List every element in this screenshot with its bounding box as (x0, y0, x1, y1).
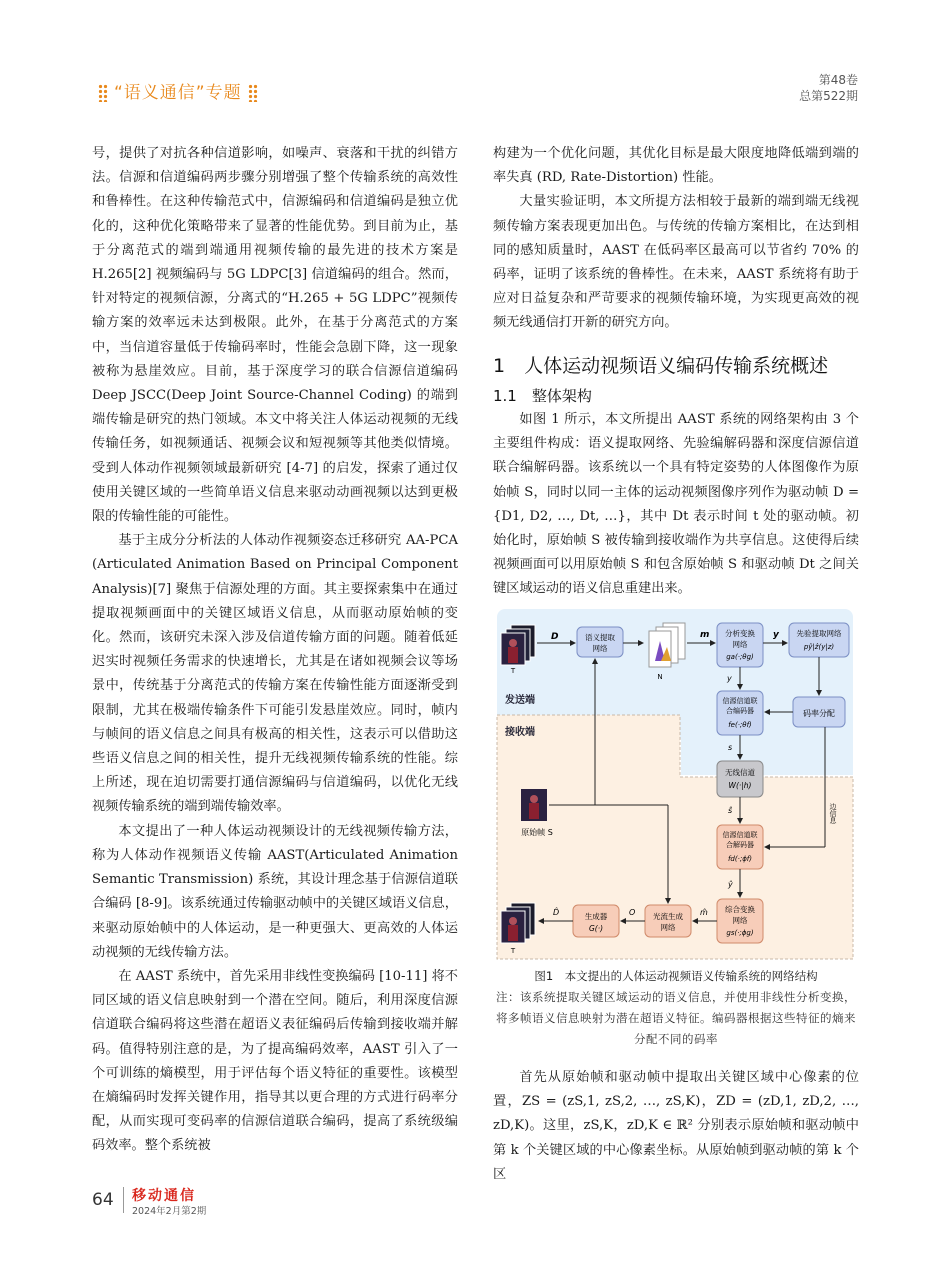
channel-box (717, 761, 763, 797)
flow-label1: 光流生成 (653, 912, 683, 921)
encoder-label1: 信源信道联 (722, 697, 758, 705)
side-info-label: 边信息 (829, 803, 837, 824)
architecture-figure (495, 603, 857, 963)
prior-formula: pŷ|ẑ(y|z) (803, 643, 835, 651)
generator-label: 生成器 (584, 912, 608, 921)
volume: 第48卷 (818, 73, 858, 87)
dots-icon (248, 84, 258, 102)
left-column (92, 142, 458, 1159)
paragraph: 在 AAST 系统中，首先采用非线性变换编码 [10-11] 将不同区域的语义信息映射到一个潜在空间。随后，利用深度信源信道联合编码将这些潜在超语义表征编码后传输到接收端并解码。值得特别注意的是，为了提高编码效率，AAST 引入了一个可训练的熵模型，用于评估每个语义特征的重要性。该模型在熵编码时发挥关键作用，指导其以更合理的方式进行码率分配，从而实现可变码率的信源信道联合编码，提高了系统级编码效率。整个系统被 (92, 968, 458, 1154)
mhat-label: m̂ (700, 908, 708, 917)
analysis-label1: 分析变换 (725, 629, 755, 638)
figure-note: 注：该系统提取关键区域运动的语义信息，并使用非线性分析变换，将多帧语义信息映射为潜在超语义特征。编码器根据这些特征的熵来分配不同的码率 (496, 990, 856, 1046)
decoder-formula: fd(·;ϕf) (727, 855, 753, 863)
original-frame-label: 原始帧 S (521, 828, 553, 837)
encoder-formula: fe(·;θf) (728, 721, 752, 729)
figure-caption: 图1 本文提出的人体运动视频语义传输系统的网络结构 (534, 969, 818, 983)
s-label: s (728, 743, 733, 752)
paragraph: 大量实验证明，本文所提方法相较于最新的端到端无线视频传输方案表现更加出色。与传统的传输方案相比，在达到相同的感知质量时，AAST 在低码率区最高可以节省约 70% 的码率，证明了该系统的鲁棒性。在未来，AAST 系统将有助于应对日益复杂和严苛要求的视频传输环境，为实现更高效的视频无线通信打开新的研究方向。 (493, 194, 859, 331)
volume-info (799, 72, 858, 104)
header-topic (92, 78, 264, 103)
right-bottom-column (493, 1066, 859, 1187)
subsection-title: 1.1 整体架构 (493, 386, 592, 405)
paragraph: 号，提供了对抗各种信道影响，如噪声、衰落和干扰的纠错方法。信源和信道编码两步骤分别增强了整个传输系统的高效性和鲁棒性。在这种传输范式中，信源编码和信道编码是独立优化的，这种优化策略带来了显著的性能优势。到目前为止，基于分离范式的端到端通用视频传输的最先进的技术方案是 H.265[2] 视频编码与 5G LDPC[3] 信道编码的组合。然而，针对特定的视频信源，分离式的“H.265 + 5G LDPC”视频传输方案的效率远未达到极限。此外，在基于分离范式的方案中，当信道容量低于传输码率时，性能会急剧下降，这一现象被称为悬崖效应。目前，基于深度学习的联合信源信道编码 Deep JSCC(Deep Joint Source-Channel Coding) 的端到端传输是研究的热门领域。本文中将关注人体运动视频的无线传输任务，如视频通话、视频会议和短视频等其他类似情境。受到人体动作视频领域最新研究 [4-7] 的启发，探索了通过仅使用关键区域的一些简单语义信息来驱动动画视频以达到更极限的传输性能的可能性。 (92, 146, 458, 525)
page-number: 64 (92, 1190, 114, 1210)
analysis-formula: ga(·;θg) (726, 653, 754, 661)
output-frames-icon (501, 903, 535, 943)
journal-logo: 移动通信 (132, 1188, 196, 1204)
t-label: T (510, 667, 516, 675)
footer-divider (123, 1187, 124, 1213)
paragraph: 构建为一个优化问题，其优化目标是最大限度地降低端到端的率失真 (RD, Rate-Distortion) 性能。 (493, 146, 859, 186)
paragraph: 基于主成分分析法的人体动作视频姿态迁移研究 AA-PCA (Articulated Animation Based on Principal Component Analysis)[7] 聚焦于信源处理的方面。其主要探索集中在通过提取视频画面中的关键区域语义信息，从而驱动原始帧的变化。然而，该研究未深入涉及信道传输方面的问题。随着低延迟实时视频任务需求的快速增长，尤其是在诸如视频会议等场景中，传统基于分离范式的传输方案在传输性能方面逐渐受到限制，尤其在极端传输条件下可能引发悬崖效应。同时，帧内与帧间的语义信息之间具有极高的相关性，这表示可以借助这些语义信息之间的相关性，提升无线视频传输系统的性能。综上所述，现在迫切需要打通信源编码与信道编码，以优化无线视频传输系统的端到端传输效率。 (92, 533, 458, 815)
paragraph: 如图 1 所示，本文所提出 AAST 系统的网络架构由 3 个主要组件构成：语义提取网络、先验编解码器和深度信源信道联合编解码器。该系统以一个具有特定姿势的人体图像作为原始帧 S，同时以同一主体的运动视频图像序列作为驱动帧 D = {D1, D2, …, Dt, …}，其中 Dt 表示时间 t 处的驱动帧。初始化时，原始帧 S 被传输到接收端作为共享信息。这使得后续视频画面可以用原始帧 S 和包含原始帧 S 和驱动帧 Dt 之间关键区域运动的语义信息重建出来。 (493, 412, 859, 597)
flow-label2: 网络 (660, 923, 676, 932)
semantic-net-label: 语义提取 (585, 633, 615, 642)
dots-icon (98, 84, 108, 102)
section-title: 1 人体运动视频语义编码传输系统概述 (493, 354, 829, 377)
paragraph: 本文提出了一种人体运动视频设计的无线视频传输方法，称为人体动作视频语义传输 AAST(Articulated Animation Semantic Transmission) 系统，其设计理念基于信源信道联合编码 [8-9]。该系统通过传输驱动帧中的关键区域语义信息，来驱动原始帧中的人体运动，是一种更强大、更高效的人体运动视频的无线传输方法。 (92, 823, 458, 960)
n-label: N (657, 673, 663, 681)
recv-label: 接收端 (505, 727, 535, 738)
send-label: 发送端 (505, 695, 535, 706)
y-label: y (773, 630, 779, 640)
synthesis-formula: gs(·;ϕg) (726, 929, 754, 937)
decoder-label1: 信源信道联 (722, 831, 758, 839)
semantic-net-label2: 网络 (592, 644, 608, 653)
encoder-label2: 合编码器 (726, 707, 754, 715)
synthesis-label1: 综合变换 (725, 905, 755, 914)
o-label: O (629, 908, 636, 917)
decoder-label2: 合解码器 (726, 841, 754, 849)
driving-frames-icon (501, 625, 535, 665)
original-frame-icon (521, 789, 547, 821)
channel-formula: W(·|h) (728, 781, 752, 790)
rate-alloc-label: 码率分配 (803, 709, 835, 718)
t-label-2: T (510, 947, 516, 955)
prior-label: 先验提取网络 (796, 629, 842, 638)
analysis-label2: 网络 (732, 640, 748, 649)
dhat-label: D̂ (553, 908, 560, 917)
d-label: D (551, 632, 559, 642)
paragraph: 首先从原始帧和驱动帧中提取出关键区域中心像素的位置，ZS = (zS,1, zS,2, …, zS,K)，ZD = (zD,1, zD,2, …, zD,K)。这里，zS,K，zD,K ∈ ℝ² 分别表示原始帧和驱动帧中第 k 个关键区域的中心像素坐标。从原始帧到驱动帧的第 k 个区 (493, 1070, 859, 1182)
issue-date: 2024年2月第2期 (132, 1206, 207, 1217)
y-label-2: y (727, 674, 732, 683)
yhat-label: ŷ (728, 880, 733, 889)
m-label: m (700, 630, 710, 640)
flow-net-box (645, 905, 691, 937)
synthesis-label2: 网络 (732, 916, 748, 925)
generator-formula: G(·) (588, 924, 604, 933)
channel-label: 无线信道 (725, 768, 755, 777)
topic-label: “语义通信”专题 (114, 83, 242, 103)
shat-label: ŝ (728, 806, 733, 815)
issue-total: 总第522期 (799, 89, 858, 103)
right-column (493, 142, 859, 602)
